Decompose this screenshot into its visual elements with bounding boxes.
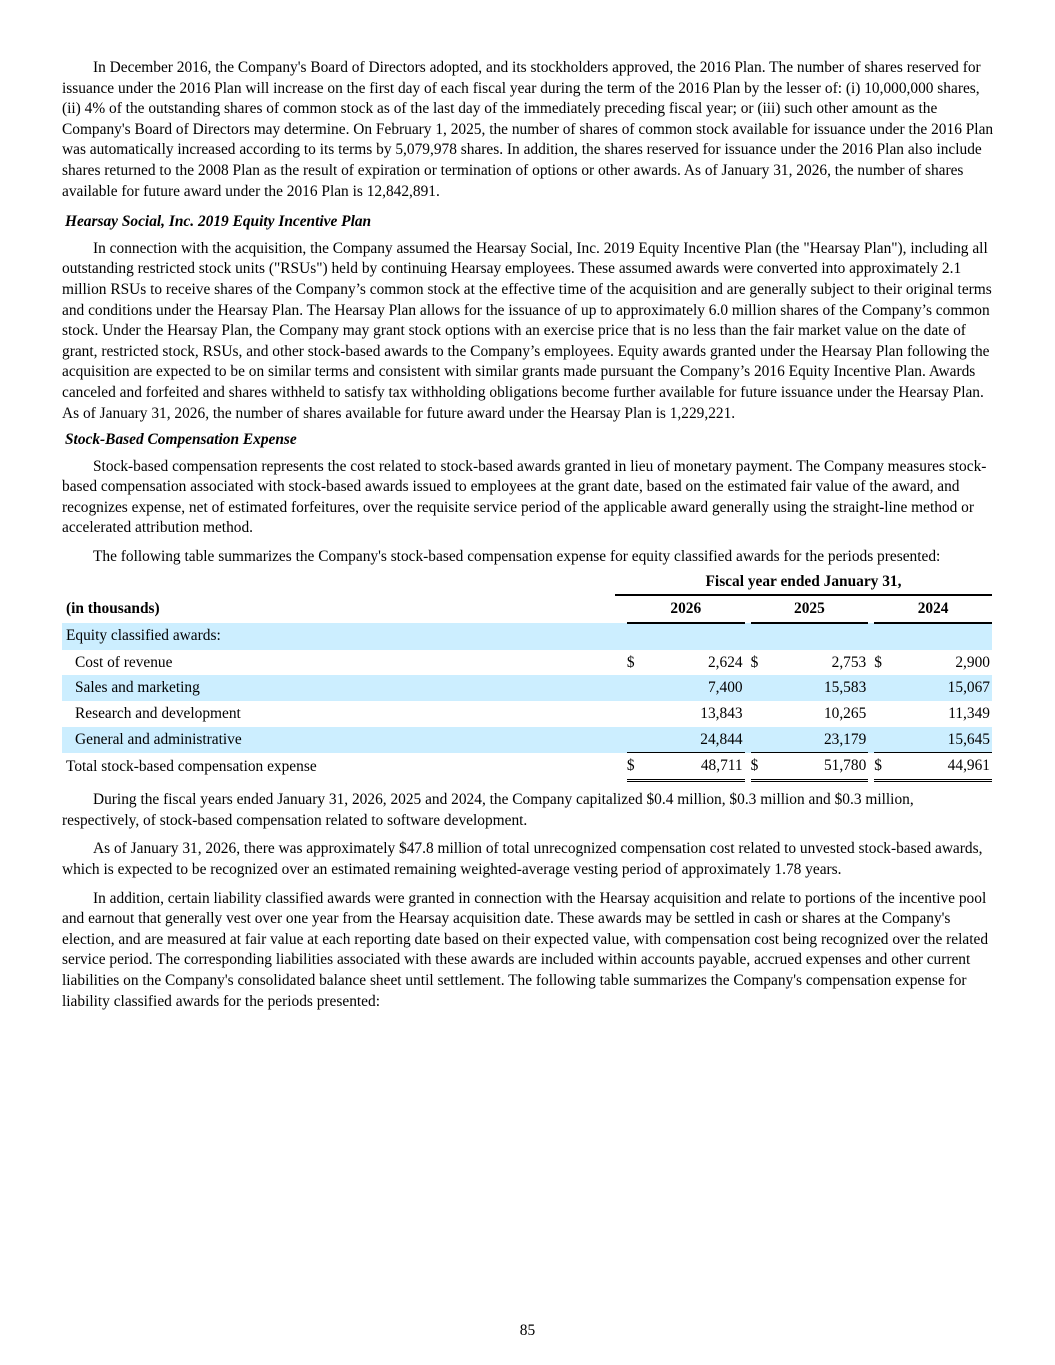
value-2026: 2,624 [707,653,743,671]
value-2024: 11,349 [948,704,990,722]
row-label: Research and development [75,704,241,722]
section-heading-hearsay-plan: Hearsay Social, Inc. 2019 Equity Incentive Plan [65,213,372,231]
page-number: 85 [519,1322,536,1339]
value-2024: 2,900 [955,653,990,671]
total-2025: 51,780 [763,753,869,781]
currency-symbol: $ [874,653,882,671]
table-header-group-row [62,570,992,596]
table-total-row [62,753,992,781]
fiscal-year-header: Fiscal year ended January 31, [615,570,992,596]
value-2026: 13,843 [700,704,743,722]
value-2026: 24,844 [639,727,745,753]
table-row [62,701,992,727]
year-header-2026: 2026 [627,595,745,623]
table-header-row [62,595,992,623]
units-label: (in thousands) [66,600,160,618]
value-2025: 2,753 [831,653,867,671]
paragraph-hearsay-plan: In connection with the acquisition, the Company assumed the Hearsay Social, Inc. 2019 Equity Incentive Plan (the "Hearsay Plan"), including all outstanding restricted stock units ("RSUs") held by continuing Hearsay employees. These assumed awards were converted into approximately 2.1 million RSUs to receive shares of the Company’s common stock at the effective time of the acquisition and are generally subject to their original terms and conditions under the Hearsay Plan. The Hearsay Plan allows for the issuance of up to approximately 6.0 million shares of the Company’s common stock. Under the Hearsay Plan, the Company may grant stock options with an exercise price that is no less than the fair market value on the date of grant, restricted stock, RSUs, and other stock-based awards to the Company’s employees. Equity awards granted under the Hearsay Plan following the acquisition are expected to be on similar terms and consistent with similar grants made pursuant the Company’s 2016 Equity Incentive Plan. Awards canceled and forfeited and shares withheld to satisfy tax withholding obligations become further available for future issuance under the Hearsay Plan. As of January 31, 2026, the number of shares available for future award under the Hearsay Plan is 1,229,221. [62,239,992,422]
paragraph-sbc-definition: Stock-based compensation represents the cost related to stock-based awards granted in lieu of monetary payment. The Company measures stock-based compensation associated with stock-based awards issued to employees at the grant date, based on the estimated fair value of the award, and recognizes expense, net of estimated forfeitures, over the requisite service period of the applicable award generally using the straight-line method or accelerated attribution method. [62,457,987,537]
value-2025: 10,265 [823,704,867,722]
value-2024: 15,645 [886,727,992,753]
section-label: Equity classified awards: [62,623,615,650]
value-2024: 15,067 [886,675,992,701]
table-row [62,650,992,676]
paragraph-table-intro: The following table summarizes the Company's stock-based compensation expense for equity classified awards for the periods presented: [93,548,941,566]
value-2026: 7,400 [639,675,745,701]
paragraph-capitalized-sbc: During the fiscal years ended January 31, 2026, 2025 and 2024, the Company capitalized $0.4 million, $0.3 million and $0.3 million, respectively, of stock-based compensation related to software development. [62,791,914,829]
paragraph-liability-awards: In addition, certain liability classified awards were granted in connection with the Hearsay acquisition and relate to portions of the incentive pool and earnout that generally vest over one year from the Hearsay acquisition date. These awards may be settled in cash or shares at the Company's election, and are measured at fair value at each reporting date based on their expected value, with compensation cost being recognized over the related service period. The corresponding liabilities associated with these awards are included within accounts payable, accrued expenses and other current liabilities on the Company's consolidated balance sheet until settlement. The following table summarizes the Company's compensation expense for liability classified awards for the periods presented: [62,889,989,1010]
currency-symbol: $ [626,653,635,671]
total-label: Total stock-based compensation expense [66,757,317,775]
value-2025: 23,179 [763,727,869,753]
value-2025: 15,583 [763,675,869,701]
row-label: General and administrative [62,727,615,753]
year-header-2024: 2024 [874,595,992,623]
sbc-expense-table [62,570,992,783]
row-label: Cost of revenue [75,653,173,671]
currency-symbol: $ [751,753,763,781]
paragraph-unrecognized-cost: As of January 31, 2026, there was approximately $47.8 million of total unrecognized compensation cost related to unvested stock-based awards, which is expected to be recognized over an estimated remaining weighted-average vesting period of approximately 1.78 years. [62,840,983,878]
table-row [62,727,992,753]
total-2024: 44,961 [886,753,992,781]
row-label: Sales and marketing [62,675,615,701]
paragraph-2016-plan: In December 2016, the Company's Board of Directors adopted, and its stockholders approved, the 2016 Plan. The number of shares reserved for issuance under the 2016 Plan will increase on the first day of each fiscal year during the term of the 2016 Plan by the lesser of: (i) 10,000,000 shares, (ii) 4% of the outstanding shares of common stock as of the last day of the immediately preceding fiscal year; or (iii) such other amount as the Company's Board of Directors may determine. On February 1, 2025, the number of shares of common stock available for issuance under the 2016 Plan was automatically increased according to its terms by 5,079,978 shares. In addition, the shares reserved for issuance under the 2016 Plan also include shares returned to the 2008 Plan as the result of expiration or termination of options or other awards. As of January 31, 2026, the number of shares available for future award under the 2016 Plan is 12,842,891. [62,59,994,200]
document-page [62,58,994,1012]
total-2026: 48,711 [639,753,745,781]
currency-symbol: $ [874,753,886,781]
section-heading-sbc-expense: Stock-Based Compensation Expense [65,431,297,449]
year-header-2025: 2025 [751,595,869,623]
currency-symbol: $ [627,753,639,781]
table-section-row [62,623,992,650]
currency-symbol: $ [750,653,759,671]
table-row [62,675,992,701]
